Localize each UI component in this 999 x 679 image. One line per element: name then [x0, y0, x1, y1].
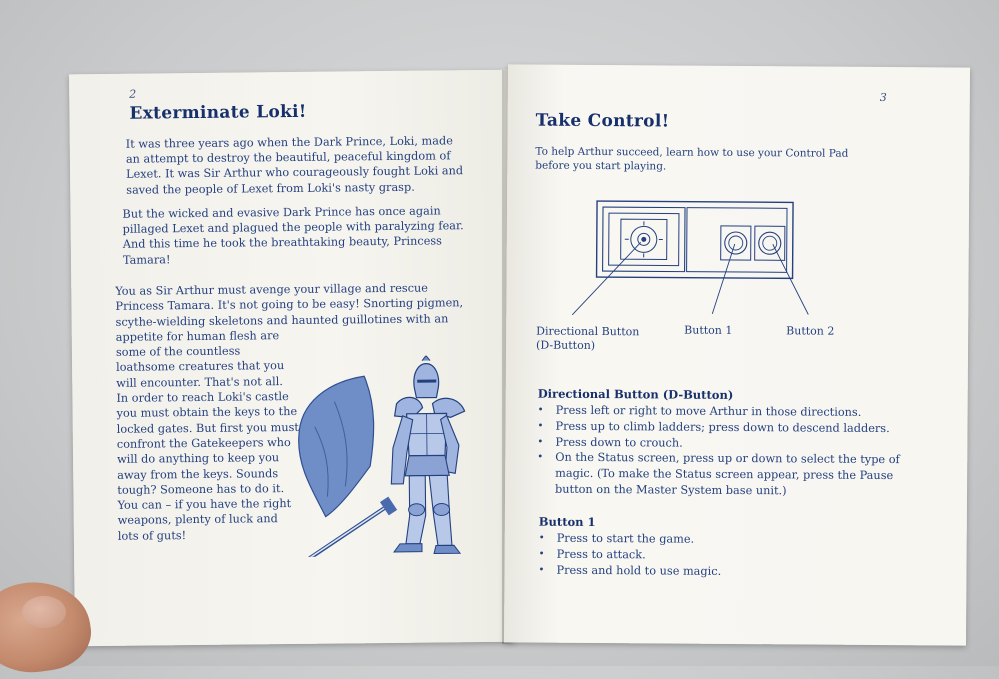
text-line: will encounter. That's not all. — [116, 372, 464, 391]
list-item: • Press left or right to move Arthur in those directions. — [536, 403, 916, 421]
text-line: you must obtain the keys to the — [116, 403, 464, 422]
text-line: loathsome creatures that you — [116, 357, 464, 376]
text-line: some of the countless — [116, 341, 464, 360]
list-item: • Press to start the game. — [537, 531, 837, 549]
story-paragraph-1: It was three years ago when the Dark Prince, Loki, made an attempt to destroy the beautiful, peaceful kingdom of Lexet. It was Sir Arthur who courageously fought Loki and saved the people of Lexet from Loki's nasty grasp. — [126, 133, 467, 197]
text-line: scythe-wielding skeletons and haunted guillotines with an — [116, 311, 464, 330]
text-line: You as Sir Arthur must avenge your village and rescue — [115, 280, 463, 299]
label-line: Directional Button — [536, 325, 639, 340]
list-item: • On the Status screen, press up or down to select the type of magic. (To make the Status screen appear, press the Pause button on the Master System base unit.) — [535, 450, 915, 500]
page-title-take-control: Take Control! — [536, 111, 670, 132]
text-line: In order to reach Loki's castle — [116, 387, 464, 406]
text-line: locked gates. But first you must — [117, 418, 465, 437]
thumbnail-nail — [22, 596, 66, 628]
text-line: Princess Tamara. It's not going to be easy! Snorting pigmen, — [115, 296, 463, 315]
page-number-right: 3 — [880, 91, 887, 104]
story-paragraph-2: But the wicked and evasive Dark Prince has once again pillaged Lexet and plagued the people with paralyzing fear. And this time he took the breathtaking beauty, Princess Tamara! — [122, 203, 465, 267]
right-page — [504, 64, 970, 645]
control-intro: To help Arthur succeed, learn how to use your Control Pad before you start playing. — [535, 145, 875, 175]
list-item: • Press up to climb ladders; press down to descend ladders. — [535, 418, 915, 436]
text-line: You can – if you have the right — [117, 494, 465, 513]
text-line: lots of guts! — [118, 525, 466, 544]
page-number-left: 2 — [129, 88, 136, 101]
label-button-2: Button 2 — [786, 324, 834, 338]
text-line: tough? Someone has to do it. — [117, 479, 465, 498]
text-line: weapons, plenty of luck and — [118, 510, 466, 529]
page-title-exterminate-loki: Exterminate Loki! — [129, 102, 306, 124]
d-button-list — [535, 403, 916, 500]
text-line: will do anything to keep you — [117, 448, 465, 467]
label-button-1: Button 1 — [684, 324, 732, 338]
text-line: appetite for human flesh are — [116, 326, 464, 345]
left-page — [69, 70, 515, 647]
label-line: (D-Button) — [536, 339, 639, 354]
text-line: confront the Gatekeepers who — [117, 433, 465, 452]
list-item: • Press down to crouch. — [535, 434, 915, 452]
label-directional-button — [536, 325, 639, 354]
section-heading-button-1: Button 1 — [539, 515, 596, 529]
list-item: • Press to attack. — [537, 546, 837, 564]
button-1-list — [536, 531, 836, 580]
text-line: away from the keys. Sounds — [117, 464, 465, 483]
knight-illustration — [294, 355, 476, 557]
section-heading-d-button: Directional Button (D-Button) — [538, 387, 734, 402]
list-item: • Press and hold to use magic. — [536, 562, 836, 580]
